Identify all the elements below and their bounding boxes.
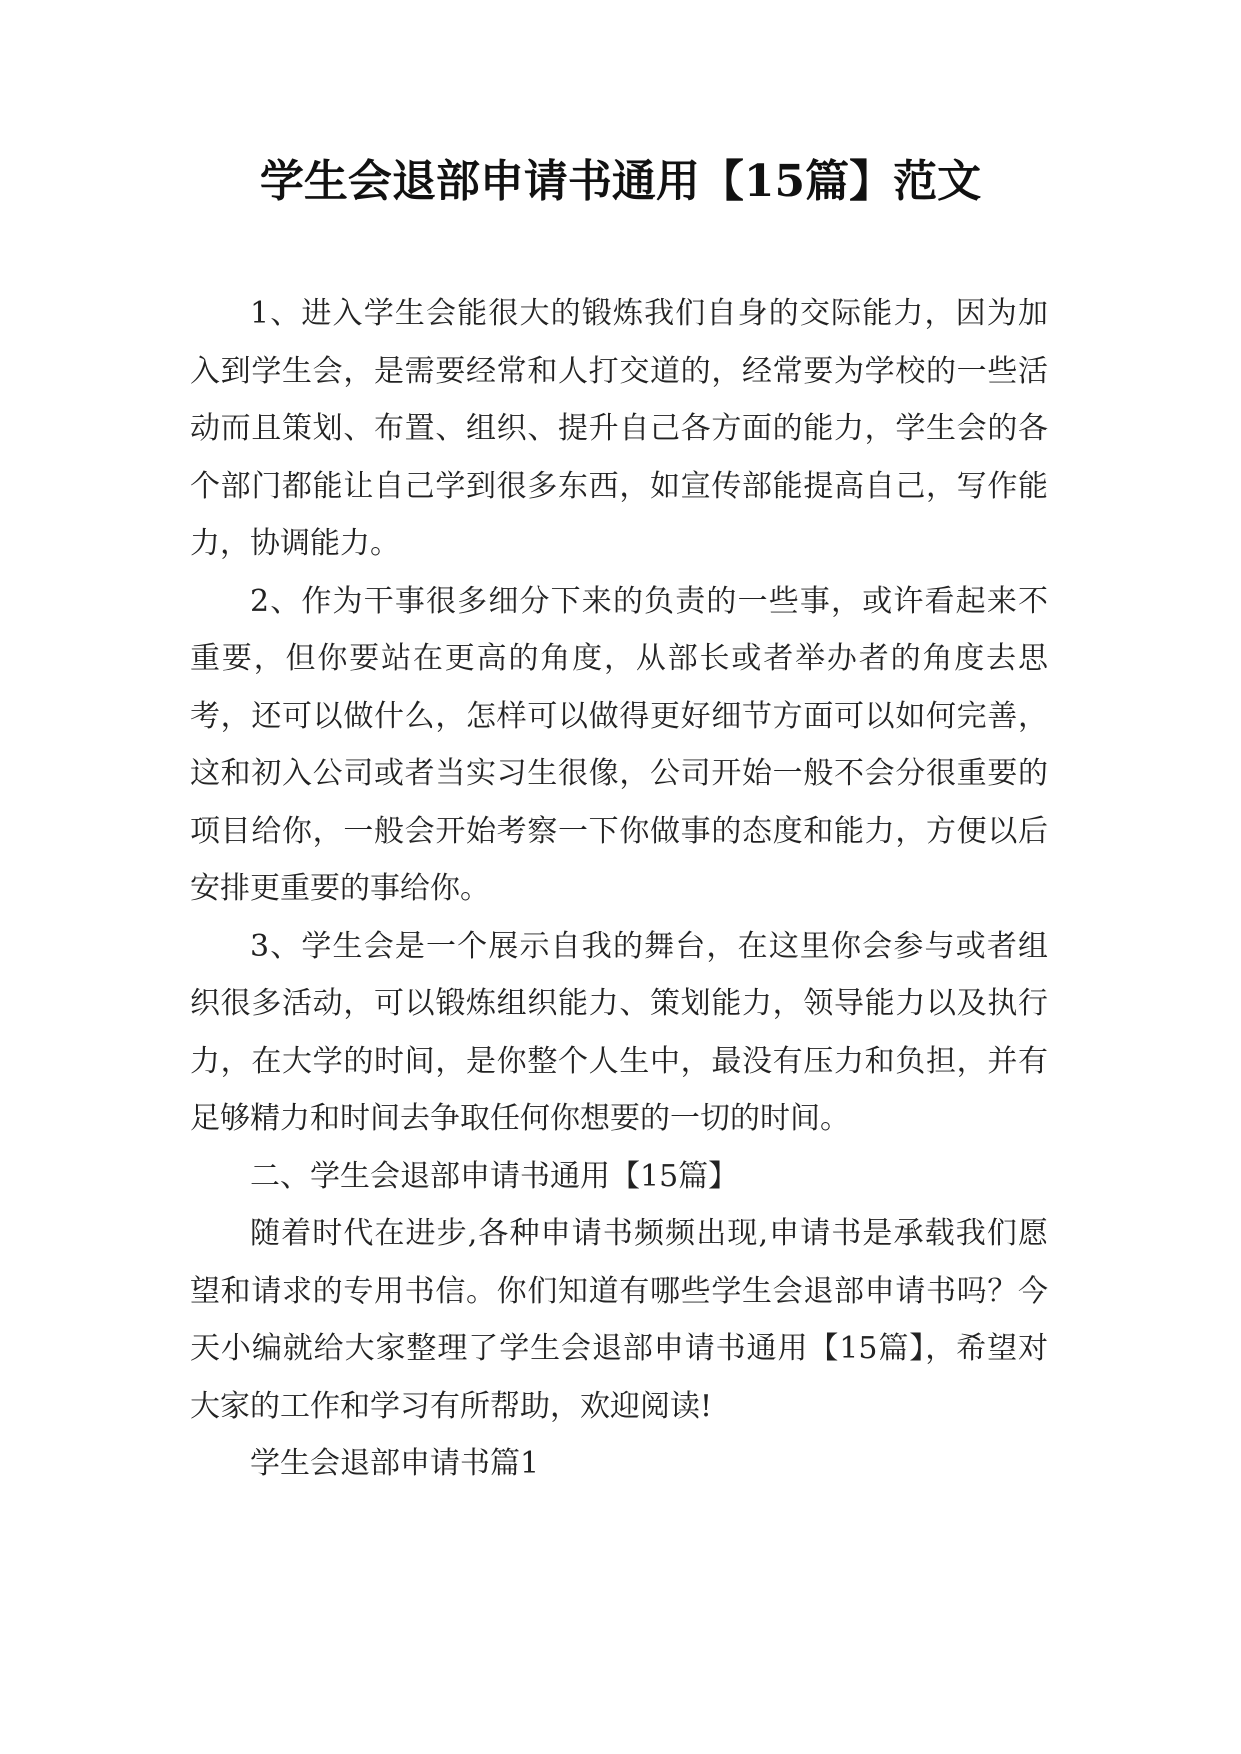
article-heading: 学生会退部申请书篇1 [250, 1446, 540, 1481]
section-heading: 二、学生会退部申请书通用【15篇】 [250, 1158, 739, 1194]
paragraph-2: 2、作为干事很多细分下来的负责的一些事，或许看起来不重要，但你要站在更高的角度，从部长或者举办者的角度去思考，还可以做什么，怎样可以做得更好细节方面可以如何完善，这和初入公司或者当实习生很像，公司开始一般不会分很重要的项目给你，一般会开始考察一下你做事的态度和能力，方便以后安排更重要的事给你。 [190, 583, 1048, 906]
document-title: 学生会退部申请书通用【15篇】范文 [259, 156, 982, 207]
paragraph-1: 1、进入学生会能很大的锻炼我们自身的交际能力，因为加入到学生会，是需要经常和人打交道的，经常要为学校的一些活动而且策划、布置、组织、提升自己各方面的能力，学生会的各个部门都能让自己学到很多东西，如宣传部能提高自己，写作能力，协调能力。 [190, 296, 1048, 561]
paragraph-3: 3、学生会是一个展示自我的舞台，在这里你会参与或者组织很多活动，可以锻炼组织能力、策划能力，领导能力以及执行力，在大学的时间，是你整个人生中，最没有压力和负担，并有足够精力和时间去争取任何你想要的一切的时间。 [190, 928, 1048, 1136]
intro-paragraph: 随着时代在进步,各种申请书频频出现,申请书是承载我们愿望和请求的专用书信。你们知道有哪些学生会退部申请书吗？今天小编就给大家整理了学生会退部申请书通用【15篇】，希望对大家的工作和学习有所帮助，欢迎阅读! [190, 1216, 1048, 1424]
document-body [190, 285, 1048, 1493]
